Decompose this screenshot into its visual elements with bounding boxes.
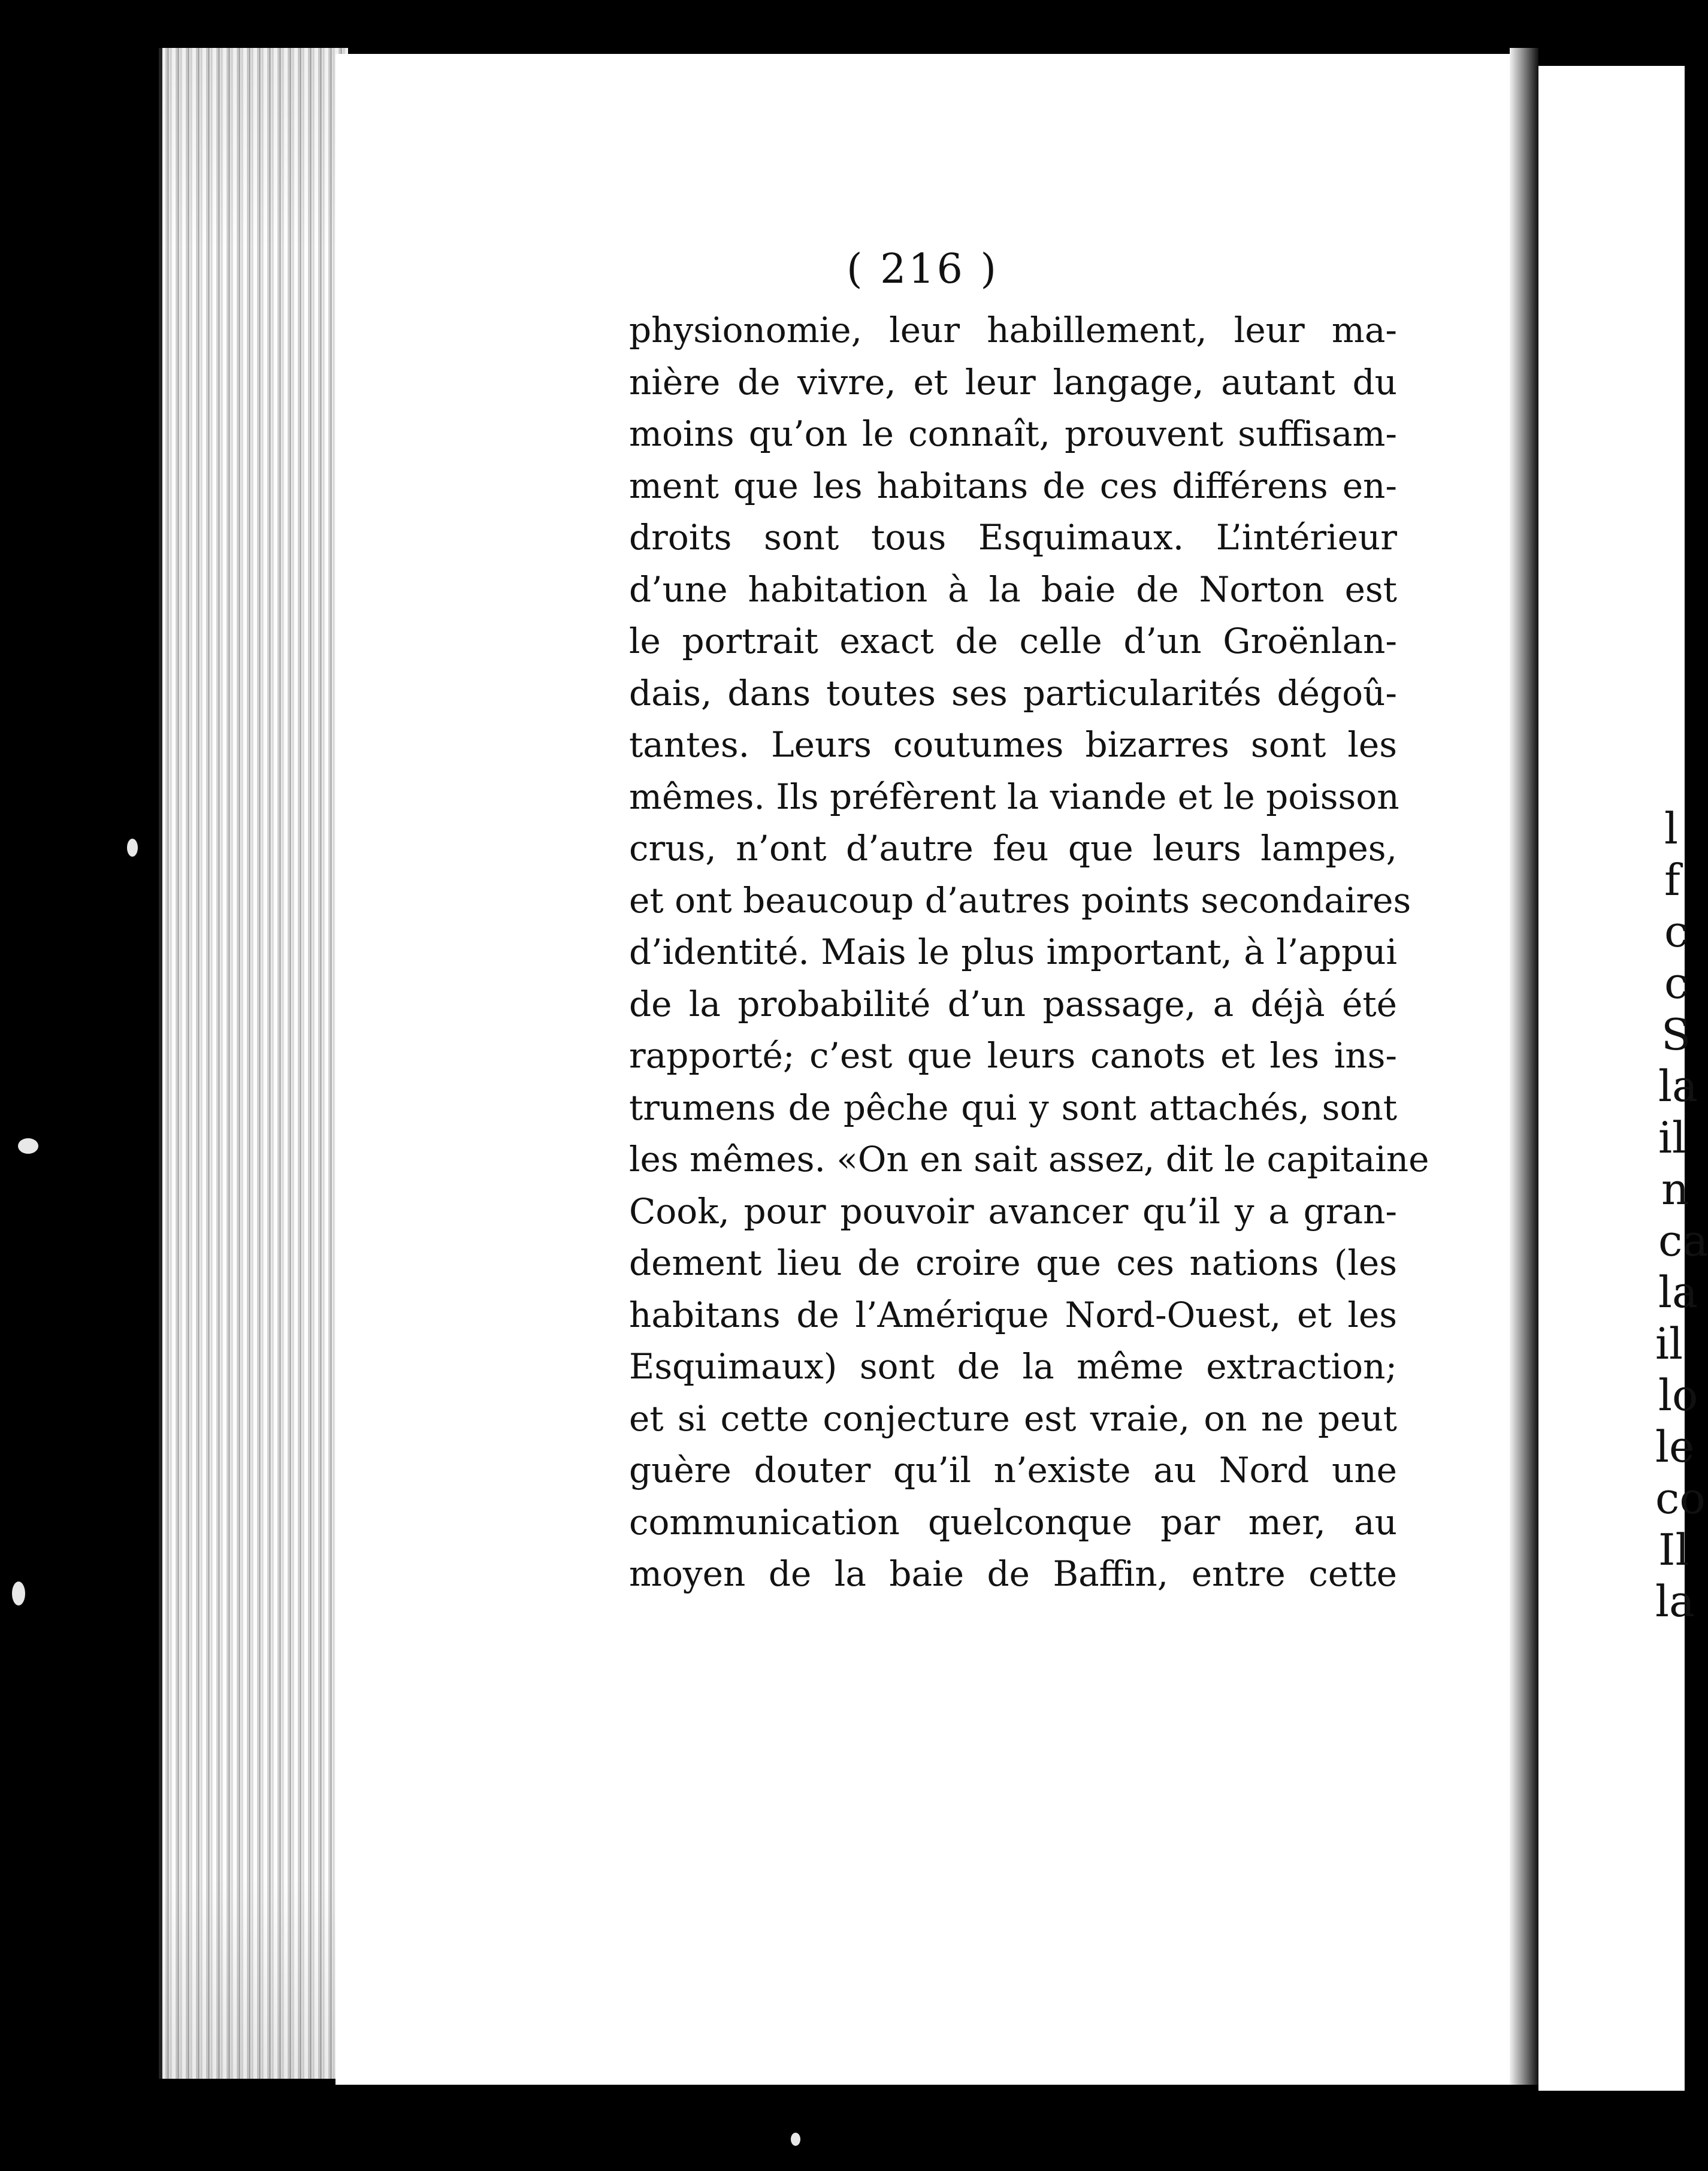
facing-fragment: la: [1655, 1576, 1695, 1626]
text-line: physionomie, leur habillement, leur ma-: [629, 310, 1397, 350]
facing-fragment: il: [1658, 1112, 1686, 1163]
scan-speck: [12, 1582, 25, 1605]
page-number: ( 216 ): [846, 246, 999, 293]
text-line: moins qu’on le connaît, prouvent suffisam-: [629, 413, 1397, 454]
text-line: crus, n’ont d’autre feu que leurs lampes,: [629, 828, 1397, 869]
scan-speck: [791, 2133, 800, 2146]
facing-fragment: lo: [1658, 1370, 1698, 1420]
text-line: habitans de l’Amérique Nord-Ouest, et les: [629, 1294, 1397, 1335]
facing-fragment: la: [1658, 1061, 1698, 1111]
scan-speck: [127, 839, 138, 857]
book-gutter: [1510, 48, 1538, 2085]
text-line: dement lieu de croire que ces nations (les: [629, 1242, 1397, 1283]
text-line: d’identité. Mais le plus important, à l’appui: [629, 932, 1397, 972]
scan-speck: [18, 1138, 38, 1154]
facing-fragment: f: [1664, 855, 1680, 905]
text-line: et ont beaucoup d’autres points secondaires: [629, 879, 1411, 921]
facing-fragment: c: [1664, 906, 1689, 957]
book-page-edges: [159, 48, 348, 2079]
text-line: dais, dans toutes ses particularités dégoû-: [629, 672, 1397, 713]
facing-fragment: n: [1661, 1164, 1689, 1214]
text-line: trumens de pêche qui y sont attachés, sont: [629, 1087, 1397, 1128]
text-line: tantes. Leurs coutumes bizarres sont les: [629, 724, 1397, 765]
facing-page: [1538, 66, 1708, 2091]
text-line: mêmes. Ils préfèrent la viande et le poisson: [629, 776, 1399, 817]
text-line: Cook, pour pouvoir avancer qu’il y a gran-: [629, 1190, 1397, 1232]
body-text: [629, 304, 1429, 1600]
text-line: nière de vivre, et leur langage, autant du: [629, 361, 1397, 403]
facing-fragment: l: [1664, 803, 1679, 854]
text-line: d’une habitation à la baie de Norton est: [629, 569, 1397, 610]
text-line: rapporté; c’est que leurs canots et les ins-: [629, 1035, 1397, 1076]
facing-fragment: il: [1655, 1319, 1683, 1369]
text-line: le portrait exact de celle d’un Groënlan-: [629, 621, 1397, 661]
text-line: ment que les habitans de ces différens en-: [629, 465, 1397, 506]
facing-fragment: la: [1658, 1267, 1698, 1317]
facing-fragment: le: [1655, 1422, 1695, 1472]
text-line: moyen de la baie de Baffin, entre cette: [629, 1553, 1397, 1594]
facing-fragment: co: [1655, 1473, 1706, 1523]
text-line: et si cette conjecture est vraie, on ne peut: [629, 1398, 1397, 1439]
text-line: guère douter qu’il n’existe au Nord une: [629, 1450, 1397, 1490]
text-line: droits sont tous Esquimaux. L’intérieur: [629, 517, 1397, 558]
text-line: les mêmes. «On en sait assez, dit le capitaine: [629, 1139, 1429, 1180]
facing-fragment: S: [1661, 1009, 1691, 1060]
text-line: de la probabilité d’un passage, a déjà été: [629, 983, 1397, 1024]
facing-fragment: c: [1664, 958, 1689, 1008]
facing-fragment: ca: [1658, 1215, 1708, 1266]
text-line: communication quelconque par mer, au: [629, 1501, 1397, 1543]
text-line: Esquimaux) sont de la même extraction;: [629, 1346, 1397, 1387]
facing-fragment: Il: [1658, 1525, 1689, 1575]
